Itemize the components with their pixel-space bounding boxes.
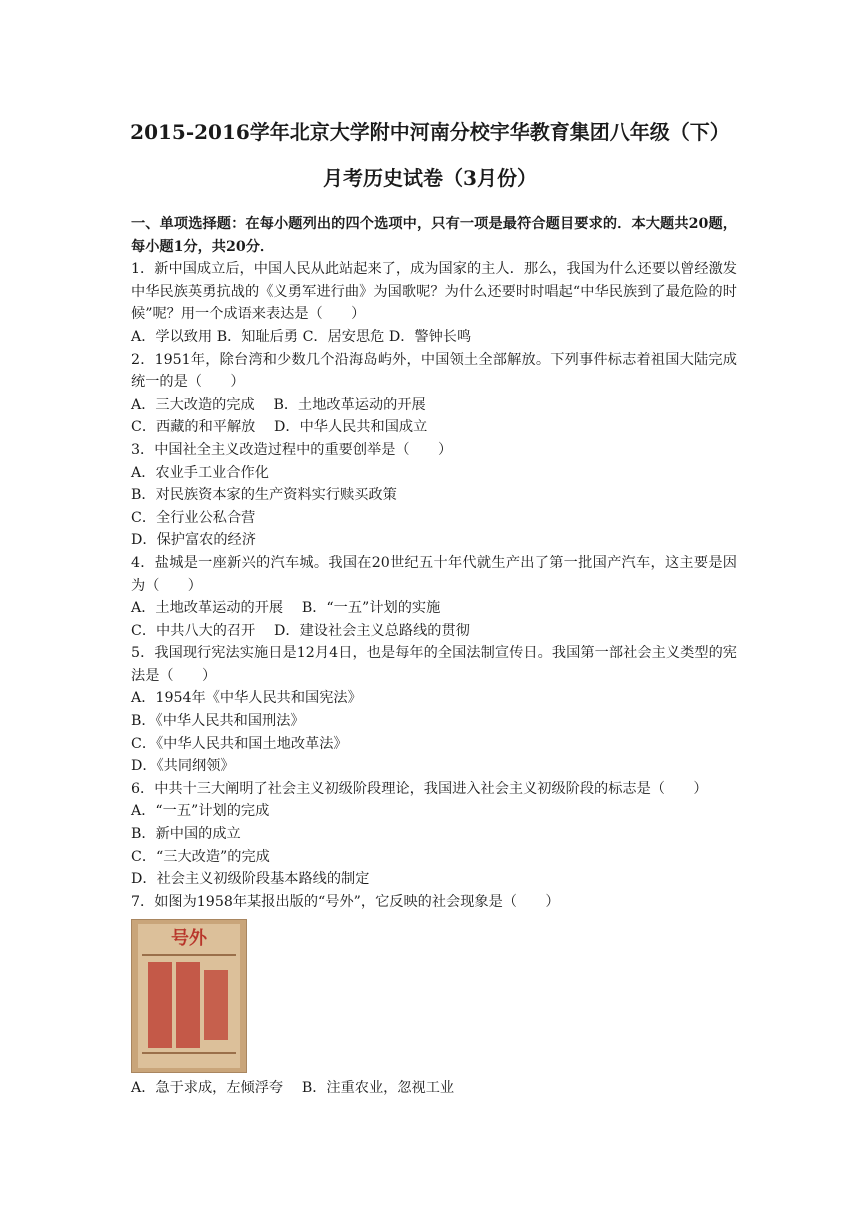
exam-title-line2: 月考历史试卷（3月份）	[323, 166, 537, 190]
question-option: A．学以致用 B．知耻后勇 C．居安思危 D．警钟长鸣	[131, 328, 472, 345]
newspaper-headline: 号外	[171, 928, 207, 950]
question-option: C．中共八大的召开 D．建设社会主义总路线的贯彻	[131, 622, 470, 639]
question-option: D．保护富农的经济	[131, 532, 256, 549]
question-option: B．对民族资本家的生产资料实行赎买政策	[131, 487, 397, 504]
exam-body	[131, 213, 737, 1100]
question-option: D．社会主义初级阶段基本路线的制定	[131, 871, 370, 888]
question-option: A．“一五”计划的完成	[131, 803, 270, 820]
question-option: A．农业手工业合作化	[131, 464, 269, 481]
newspaper-extra-image	[131, 919, 247, 1073]
question-option: B．《中华人民共和国刑法》	[131, 713, 305, 730]
question-option: C．“三大改造”的完成	[131, 848, 270, 865]
newspaper-rule	[142, 954, 236, 956]
question-stem: 1．新中国成立后，中国人民从此站起来了，成为国家的主人．那么，我国为什么还要以曾经激发中华民族英勇抗战的《义勇军进行曲》为国歌呢？为什么还要时时唱起“中华民族到了最危险的时候”呢？用一个成语来表达是（ ）	[131, 261, 737, 323]
question-stem: 2．1951年，除台湾和少数几个沿海岛屿外，中国领土全部解放。下列事件标志着祖国大陆完成统一的是（ ）	[131, 351, 737, 391]
question-stem: 5．我国现行宪法实施日是12月4日，也是每年的全国法制宣传日。我国第一部社会主义类型的宪法是（ ）	[131, 645, 737, 684]
exam-title-line1: 2015-2016学年北京大学附中河南分校宇华教育集团八年级（下）	[130, 120, 730, 144]
question-stem: 6．中共十三大阐明了社会主义初级阶段理论，我国进入社会主义初级阶段的标志是（ ）	[131, 780, 708, 797]
question-option: C．西藏的和平解放 D．中华人民共和国成立	[131, 419, 428, 436]
question-stem: 3．中国社全主义改造过程中的重要创举是（ ）	[131, 441, 453, 458]
question-option: C．全行业公私合营	[131, 509, 256, 526]
question-option: A．急于求成，左倾浮夸 B．注重农业，忽视工业	[131, 1080, 455, 1097]
question-option: A．三大改造的完成 B．土地改革运动的开展	[131, 396, 426, 413]
question-option: A．1954年《中华人民共和国宪法》	[131, 690, 362, 707]
illustration-block	[204, 970, 228, 1040]
question-stem: 4．盐城是一座新兴的汽车城。我国在20世纪五十年代就生产出了第一批国产汽车，这主要是因为（ ）	[131, 554, 737, 594]
headline-block	[148, 962, 172, 1048]
question-option: D．《共同纲领》	[131, 758, 235, 775]
question-option: C．《中华人民共和国土地改革法》	[131, 735, 348, 752]
newspaper-rule	[142, 1052, 236, 1054]
question-stem: 7．如图为1958年某报出版的“号外”，它反映的社会现象是（ ）	[131, 893, 560, 910]
question-option: A．土地改革运动的开展 B．“一五”计划的实施	[131, 600, 441, 617]
headline-block	[176, 962, 200, 1048]
section-header: 一、单项选择题：在每小题列出的四个选项中，只有一项是最符合题目要求的．本大题共20题，每小题1分，共20分．	[131, 216, 737, 255]
question-option: B．新中国的成立	[131, 826, 241, 843]
